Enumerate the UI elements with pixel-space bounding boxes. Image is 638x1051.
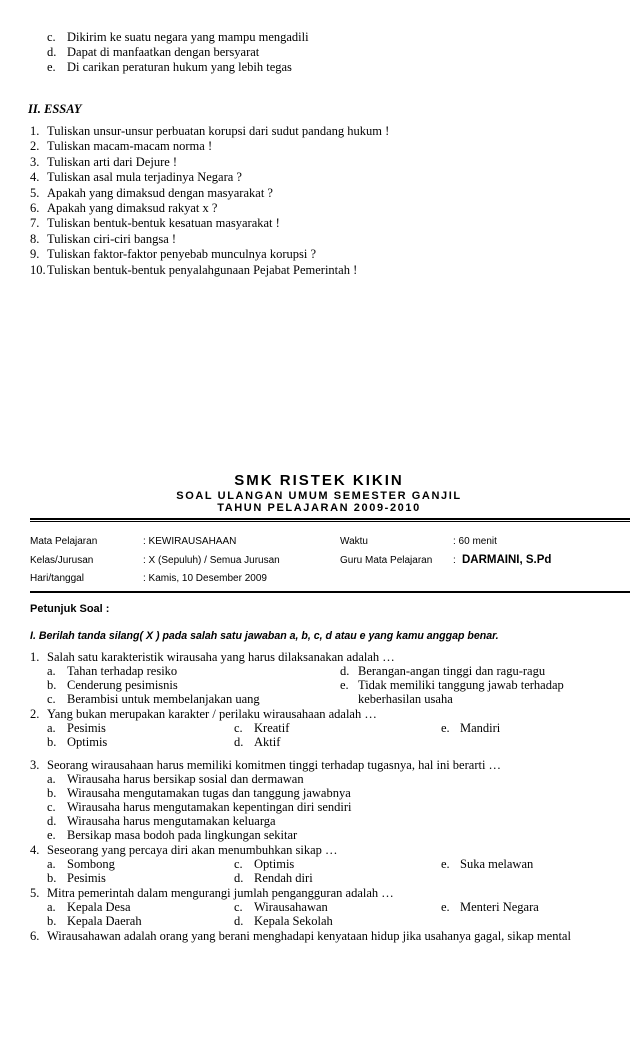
q4-e: e. — [441, 857, 450, 871]
q4-number: 4. — [30, 843, 40, 857]
q5-c: c. — [234, 900, 243, 914]
q2-b-text: Optimis — [67, 735, 108, 749]
class-value: : X (Sepuluh) / Semua Jurusan — [143, 555, 280, 566]
essay-item-text: Tuliskan bentuk-bentuk kesatuan masyarakat ! — [47, 216, 280, 231]
essay-item-number: 5. — [30, 185, 40, 200]
q1-a-text: Tahan terhadap resiko — [67, 664, 178, 678]
q3-c-text: Wirausaha harus mengutamakan kepentingan diri sendiri — [67, 800, 352, 814]
q5-e: e. — [441, 900, 450, 914]
q3-e: e. — [47, 828, 56, 842]
q5-text: Mitra pemerintah dalam mengurangi jumlah pengangguran adalah … — [47, 886, 394, 900]
option-c-text: Dikirim ke suatu negara yang mampu mengadili — [67, 30, 309, 44]
q3-d-text: Wirausaha harus mengutamakan keluarga — [67, 814, 276, 828]
q3-number: 3. — [30, 758, 40, 772]
essay-item-number: 1. — [30, 124, 40, 138]
teacher-colon: : — [453, 555, 456, 566]
q3-e-text: Bersikap masa bodoh pada lingkungan sekitar — [67, 828, 298, 842]
q4-c-text: Optimis — [254, 857, 295, 871]
q2-text: Yang bukan merupakan karakter / perilaku wirausahaan adalah … — [47, 707, 377, 721]
q5-a: a. — [47, 900, 56, 914]
q1-e: e. — [340, 678, 349, 692]
essay-item-text: Tuliskan bentuk-bentuk penyalahgunaan Pejabat Pemerintah ! — [47, 262, 358, 277]
time-label: Waktu — [340, 536, 368, 547]
q5-number: 5. — [30, 886, 40, 900]
q1-number: 1. — [30, 650, 40, 664]
essay-item-text: Tuliskan unsur-unsur perbuatan korupsi dari sudut pandang hukum ! — [47, 124, 390, 138]
essay-item-text: Tuliskan arti dari Dejure ! — [47, 154, 178, 169]
q1-d: d. — [340, 664, 350, 678]
essay-item-number: 4. — [30, 170, 40, 185]
q3-text: Seorang wirausahaan harus memiliki komitmen tinggi terhadap tugasnya, hal ini berarti … — [47, 758, 502, 772]
q3-b: b. — [47, 786, 57, 800]
q1-b: b. — [47, 678, 57, 692]
q5-e-text: Menteri Negara — [460, 900, 539, 914]
header-divider-top-thin — [30, 521, 630, 522]
time-value: : 60 menit — [453, 536, 497, 547]
q5-d: d. — [234, 914, 244, 928]
q4-e-text: Suka melawan — [460, 857, 534, 871]
essay-item-text: Tuliskan ciri-ciri bangsa ! — [47, 231, 177, 246]
essay-item-number: 10. — [30, 262, 46, 277]
q4-d: d. — [234, 871, 244, 885]
q6-number: 6. — [30, 929, 40, 943]
option-c: c. — [47, 30, 56, 44]
day-label: Hari/tanggal — [30, 573, 84, 584]
q2-number: 2. — [30, 707, 40, 721]
option-d-text: Dapat di manfaatkan dengan bersyarat — [67, 45, 260, 59]
q3-d: d. — [47, 814, 57, 828]
essay-item-number: 9. — [30, 247, 40, 262]
exam-title: SOAL ULANGAN UMUM SEMESTER GANJIL — [176, 490, 462, 502]
essay-item-number: 8. — [30, 231, 40, 246]
q2-d: d. — [234, 735, 244, 749]
exam-year: TAHUN PELAJARAN 2009-2010 — [217, 502, 421, 514]
q1-b-text: Cenderung pesimisnis — [67, 678, 178, 692]
q1-c-text: Berambisi untuk membelanjakan uang — [67, 692, 260, 706]
header-divider-top — [30, 518, 630, 520]
subject-value: : KEWIRAUSAHAAN — [143, 536, 237, 547]
day-value: : Kamis, 10 Desember 2009 — [143, 573, 267, 584]
essay-item-number: 2. — [30, 139, 40, 154]
q2-b: b. — [47, 735, 57, 749]
q5-a-text: Kepala Desa — [67, 900, 131, 914]
essay-heading: II. ESSAY — [28, 102, 82, 116]
q5-b: b. — [47, 914, 57, 928]
option-e-text: Di carikan peraturan hukum yang lebih tegas — [67, 60, 292, 74]
essay-item-number: 3. — [30, 154, 40, 169]
essay-item-text: Apakah yang dimaksud rakyat x ? — [47, 201, 218, 215]
q3-a-text: Wirausaha harus bersikap sosial dan dermawan — [67, 772, 304, 786]
q2-a-text: Pesimis — [67, 721, 106, 735]
q2-c: c. — [234, 721, 243, 735]
teacher-label: Guru Mata Pelajaran — [340, 555, 433, 566]
q5-b-text: Kepala Daerah — [67, 914, 142, 928]
header-divider-bottom — [30, 591, 630, 593]
q2-d-text: Aktif — [254, 735, 281, 749]
q1-a: a. — [47, 664, 56, 678]
q4-b-text: Pesimis — [67, 871, 106, 885]
q2-e-text: Mandiri — [460, 721, 501, 735]
school-name: SMK RISTEK KIKIN — [234, 472, 404, 489]
q4-b: b. — [47, 871, 57, 885]
q1-c: c. — [47, 692, 56, 706]
q2-a: a. — [47, 721, 56, 735]
q3-b-text: Wirausaha mengutamakan tugas dan tanggung jawabnya — [67, 786, 351, 800]
essay-item-text: Tuliskan asal mula terjadinya Negara ? — [47, 170, 242, 185]
q3-c: c. — [47, 800, 56, 814]
q4-text: Seseorang yang percaya diri akan menumbuhkan sikap … — [47, 843, 338, 857]
instructions-title: Petunjuk Soal : — [30, 603, 110, 615]
class-label: Kelas/Jurusan — [30, 555, 94, 566]
teacher-value: DARMAINI, S.Pd — [462, 554, 552, 566]
q4-d-text: Rendah diri — [254, 871, 313, 885]
q4-a-text: Sombong — [67, 857, 115, 871]
q5-c-text: Wirausahawan — [254, 900, 328, 914]
q4-c: c. — [234, 857, 243, 871]
q6-text: Wirausahawan adalah orang yang berani menghadapi kenyataan hidup jika usahanya gagal, sikap mental — [47, 929, 571, 943]
option-e: e. — [47, 60, 56, 74]
section-one-instruction: I. Berilah tanda silang( X ) pada salah satu jawaban a, b, c, d atau e yang kamu anggap benar. — [30, 630, 499, 642]
q1-e-text: Tidak memiliki tanggung jawab terhadap — [358, 678, 564, 692]
q3-a: a. — [47, 772, 56, 786]
essay-item-text: Tuliskan faktor-faktor penyebab munculnya korupsi ? — [47, 247, 317, 262]
q5-d-text: Kepala Sekolah — [254, 914, 333, 928]
essay-item-text: Tuliskan macam-macam norma ! — [47, 139, 213, 154]
option-d: d. — [47, 45, 57, 59]
q1-text: Salah satu karakteristik wirausaha yang harus dilaksanakan adalah … — [47, 650, 395, 664]
q4-a: a. — [47, 857, 56, 871]
q1-e-text-cont: keberhasilan usaha — [358, 692, 453, 706]
q2-e: e. — [441, 721, 450, 735]
q2-c-text: Kreatif — [254, 721, 290, 735]
essay-item-number: 6. — [30, 201, 40, 215]
essay-item-text: Apakah yang dimaksud dengan masyarakat ? — [47, 185, 273, 200]
q1-d-text: Berangan-angan tinggi dan ragu-ragu — [358, 664, 546, 678]
essay-item-number: 7. — [30, 216, 40, 231]
subject-label: Mata Pelajaran — [30, 536, 98, 547]
